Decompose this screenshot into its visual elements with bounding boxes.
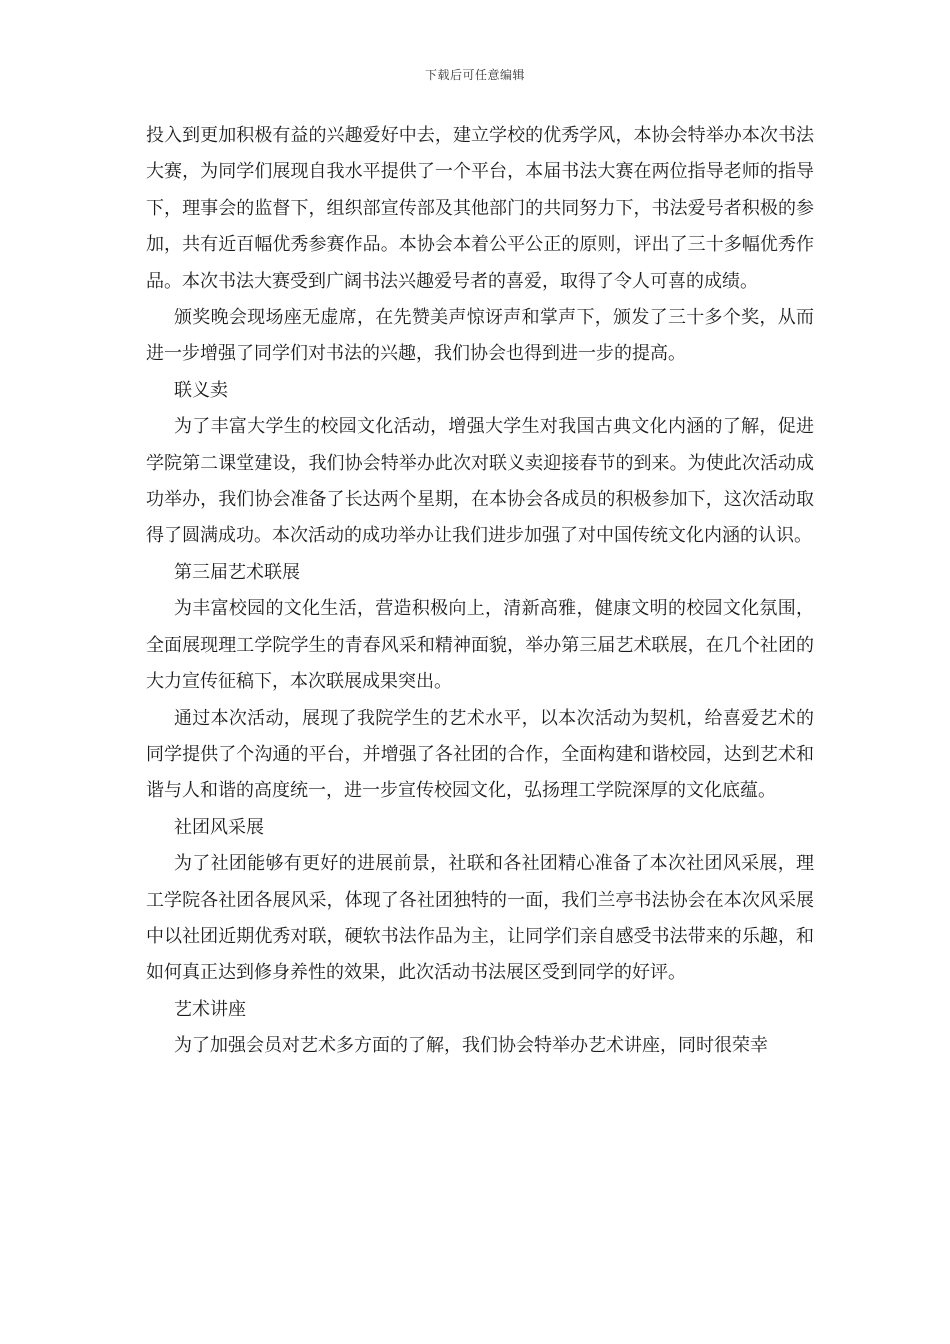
section-heading-club-showcase: 社团风采展	[174, 816, 264, 838]
paragraph-award-ceremony: 颁奖晚会现场座无虚席，在先赞美声惊讶声和掌声下，颁发了三十多个奖，从而进一步增强了同学们对书法的兴趣，我们协会也得到进一步的提高。	[146, 307, 814, 365]
paragraph-couplet-sale: 为了丰富大学生的校园文化活动，增强大学生对我国古典文化内涵的了解，促进学院第二课堂建设，我们协会特举办此次对联义卖迎接春节的到来。为使此次活动成功举办，我们协会准备了长达两个星期，在本协会各成员的积极参加下，这次活动取得了圆满成功。本次活动的成功举办让我们进步加强了对中国传统文化内涵的认识。	[146, 416, 814, 547]
paragraph-art-lecture: 为了加强会员对艺术多方面的了解，我们协会特举办艺术讲座，同时很荣幸	[174, 1035, 768, 1057]
page-header-note: 下载后可任意编辑	[424, 68, 525, 82]
section-heading-art-lecture: 艺术讲座	[174, 998, 246, 1020]
paragraph-art-exhibition-result: 通过本次活动，展现了我院学生的艺术水平，以本次活动为契机，给喜爱艺术的同学提供了个沟通的平台，并增强了各社团的合作，全面构建和谐校园，达到艺术和谐与人和谐的高度统一，进一步宣传校园文化，弘扬理工学院深厚的文化底蕴。	[146, 707, 814, 802]
section-heading-couplet-sale: 联义卖	[174, 379, 228, 401]
paragraph-art-exhibition: 为丰富校园的文化生活，营造积极向上，清新高雅，健康文明的校园文化氛围，全面展现理工学院学生的青春风采和精神面貌，举办第三届艺术联展，在几个社团的大力宣传征稿下，本次联展成果突出。	[146, 598, 814, 693]
paragraph-calligraphy-contest: 投入到更加积极有益的兴趣爱好中去，建立学校的优秀学风，本协会特举办本次书法大赛，为同学们展现自我水平提供了一个平台，本届书法大赛在两位指导老师的指导下，理事会的监督下，组织部宣传部及其他部门的共同努力下，书法爱号者积极的参加，共有近百幅优秀参赛作品。本协会本着公平公正的原则，评出了三十多幅优秀作品。本次书法大赛受到广阔书法兴趣爱号者的喜爱，取得了令人可喜的成绩。	[146, 125, 814, 292]
paragraph-club-showcase: 为了社团能够有更好的进展前景，社联和各社团精心准备了本次社团风采展，理工学院各社团各展风采，体现了各社团独特的一面，我们兰亭书法协会在本次风采展中以社团近期优秀对联，硬软书法作品为主，让同学们亲自感受书法带来的乐趣，和如何真正达到修身养性的效果，此次活动书法展区受到同学的好评。	[146, 853, 814, 984]
document-body	[146, 118, 814, 1065]
section-heading-art-exhibition: 第三届艺术联展	[174, 561, 300, 583]
